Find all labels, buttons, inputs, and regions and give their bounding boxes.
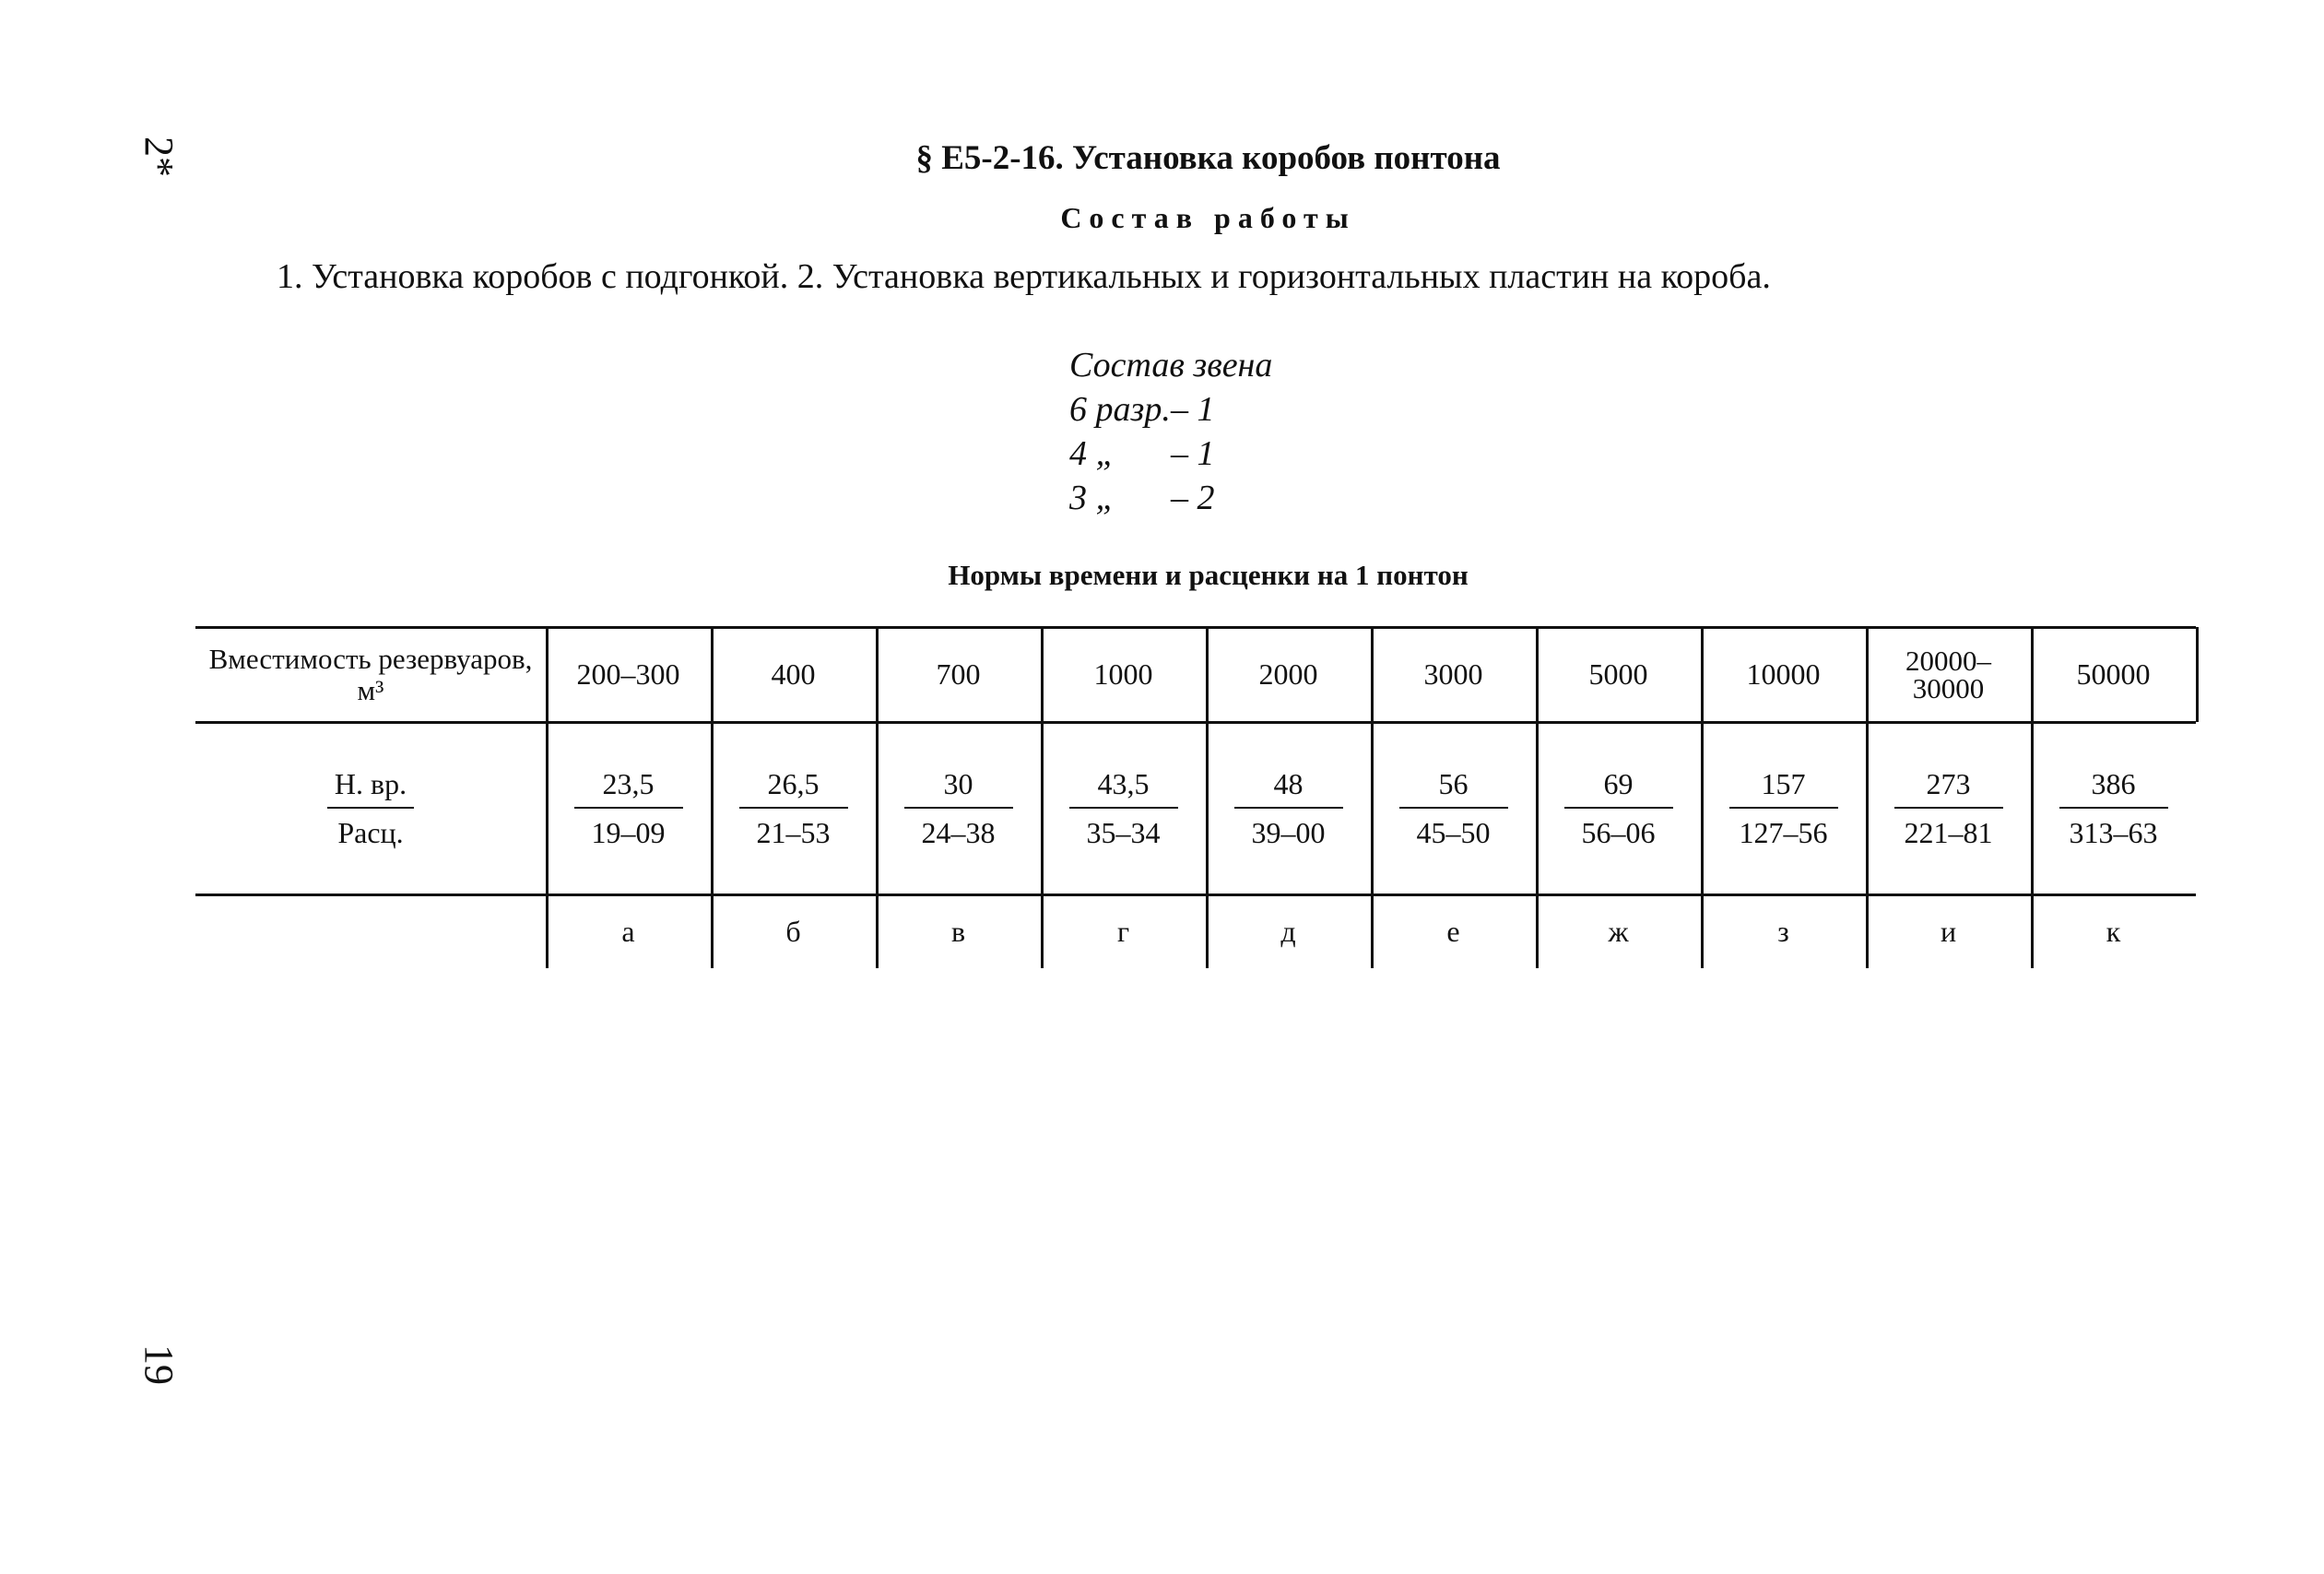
column-letter: ж xyxy=(1608,914,1629,948)
column-letter: к xyxy=(2106,914,2121,948)
rate-value: 127–56 xyxy=(1739,815,1828,849)
column-letter: и xyxy=(1940,914,1957,948)
column-letter: б xyxy=(785,914,801,948)
norm-rate-cell xyxy=(546,722,711,894)
row-label-fraction xyxy=(327,767,414,850)
norm-time-value: 56 xyxy=(1399,767,1508,809)
norm-rate-cell xyxy=(2031,722,2196,894)
norm-rate-fraction xyxy=(1234,767,1343,850)
norm-rate-cell xyxy=(876,722,1041,894)
capacity-header-label: Вместимость резервуаров, м³ xyxy=(208,642,533,706)
rate-value: 39–00 xyxy=(1251,815,1326,849)
column-letter: а xyxy=(621,914,635,948)
norm-rate-cell xyxy=(1041,722,1206,894)
norm-rate-cell xyxy=(1866,722,2031,894)
rate-value: 21–53 xyxy=(756,815,831,849)
norm-rate-cell xyxy=(1536,722,1701,894)
crew-count: – 1 xyxy=(1171,434,1215,473)
work-composition-heading: Состав работы xyxy=(1060,201,1356,234)
norm-rate-fraction xyxy=(1729,767,1838,850)
column-letter: в xyxy=(950,914,966,948)
norm-rate-fraction xyxy=(1069,767,1178,850)
capacity-header-cell: 2000 xyxy=(1258,657,1318,691)
column-letter: е xyxy=(1446,914,1460,948)
norm-rate-cell xyxy=(711,722,876,894)
capacity-header-cell: 700 xyxy=(936,657,981,691)
norm-time-value: 43,5 xyxy=(1069,767,1178,809)
table-caption: Нормы времени и расценки на 1 понтон xyxy=(948,559,1469,591)
crew-composition xyxy=(1069,343,1272,520)
norm-rate-fraction xyxy=(1399,767,1508,850)
norm-rate-fraction xyxy=(739,767,848,850)
norm-rate-cell xyxy=(1701,722,1866,894)
crew-row xyxy=(1069,387,1272,432)
crew-grade: 3 „ xyxy=(1069,479,1115,517)
capacity-header-cell: 5000 xyxy=(1588,657,1648,691)
norm-time-value: 273 xyxy=(1894,767,2003,809)
rate-label: Расц. xyxy=(337,815,404,849)
crew-grade: 6 разр. xyxy=(1069,390,1171,429)
capacity-header-cell: 1000 xyxy=(1093,657,1153,691)
rate-value: 56–06 xyxy=(1581,815,1656,849)
norm-rate-fraction xyxy=(1894,767,2003,850)
page-number: 19 xyxy=(136,1344,182,1385)
rate-value: 35–34 xyxy=(1086,815,1161,849)
norms-table xyxy=(195,627,2196,968)
crew-row xyxy=(1069,432,1272,476)
column-letter: з xyxy=(1777,914,1789,948)
page-side-mark: 2* xyxy=(136,136,182,177)
norm-time-value: 23,5 xyxy=(574,767,683,809)
crew-grade: 4 „ xyxy=(1069,434,1115,473)
norm-time-value: 386 xyxy=(2059,767,2168,809)
column-divider xyxy=(2196,627,2199,722)
norm-time-value: 30 xyxy=(904,767,1013,809)
rate-value: 45–50 xyxy=(1416,815,1491,849)
capacity-header-cell: 3000 xyxy=(1423,657,1483,691)
norm-time-value: 26,5 xyxy=(739,767,848,809)
section-title: § Е5-2-16. Установка коробов понтона xyxy=(915,139,1501,177)
column-letter: д xyxy=(1280,914,1296,948)
norm-rate-fraction xyxy=(2059,767,2168,850)
rate-value: 313–63 xyxy=(2069,815,2158,849)
norm-rate-fraction xyxy=(904,767,1013,850)
capacity-header-cell: 10000 xyxy=(1746,657,1821,691)
rate-value: 24–38 xyxy=(921,815,996,849)
capacity-header-cell: 400 xyxy=(771,657,816,691)
norm-rate-fraction xyxy=(574,767,683,850)
column-letter: г xyxy=(1116,914,1130,948)
work-composition-text: 1. Установка коробов с подгонкой. 2. Установка вертикальных и горизонтальных пластин на короба. xyxy=(277,257,1771,296)
capacity-header-cell: 200–300 xyxy=(576,657,680,691)
crew-row xyxy=(1069,476,1272,520)
norm-time-value: 157 xyxy=(1729,767,1838,809)
crew-count: – 2 xyxy=(1171,479,1215,517)
crew-count: – 1 xyxy=(1171,390,1215,429)
norm-time-value: 69 xyxy=(1564,767,1673,809)
row-label-norm-rate xyxy=(195,722,546,894)
norm-rate-fraction xyxy=(1564,767,1673,850)
norm-rate-cell xyxy=(1206,722,1371,894)
norm-rate-cell xyxy=(1371,722,1536,894)
norm-time-label: Н. вр. xyxy=(327,767,414,809)
rate-value: 19–09 xyxy=(591,815,666,849)
rate-value: 221–81 xyxy=(1904,815,1993,849)
crew-heading: Состав звена xyxy=(1069,346,1273,385)
capacity-header-cell: 50000 xyxy=(2076,657,2151,691)
norm-time-value: 48 xyxy=(1234,767,1343,809)
capacity-header-cell: 20000– 30000 xyxy=(1905,644,1991,704)
